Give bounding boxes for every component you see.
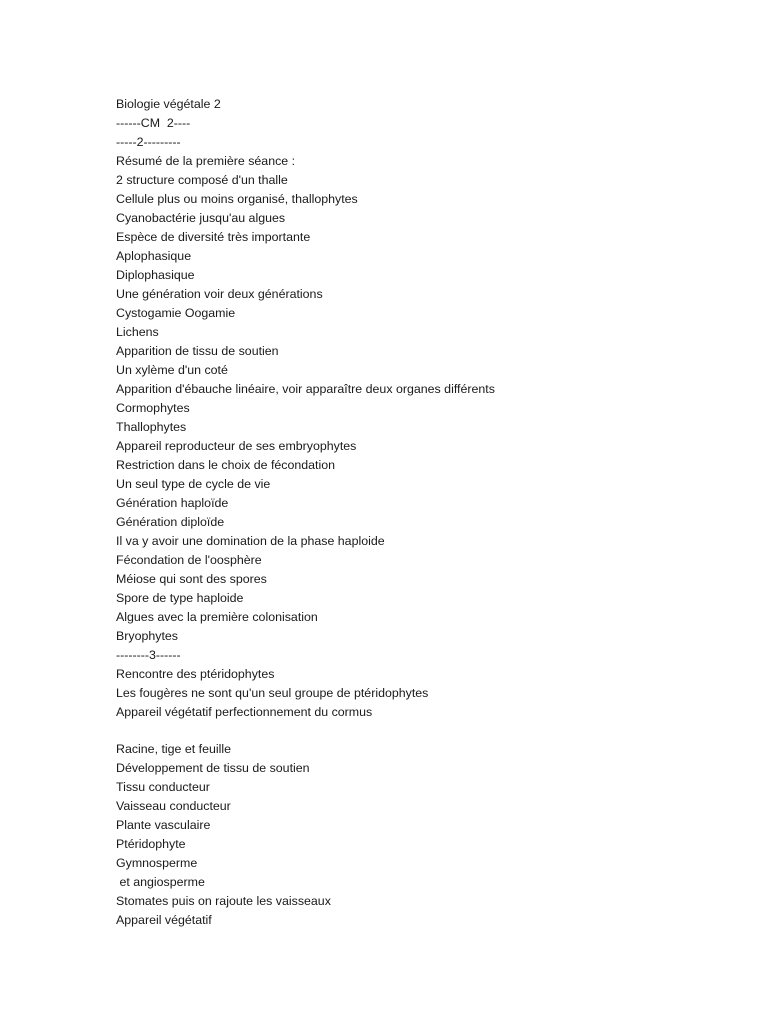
text-line: Cellule plus ou moins organisé, thallophytes	[116, 192, 358, 206]
text-line: Ptéridophyte	[116, 837, 186, 851]
text-line: Rencontre des ptéridophytes	[116, 667, 275, 681]
text-line: Apparition d'ébauche linéaire, voir apparaître deux organes différents	[116, 382, 495, 396]
text-line: Résumé de la première séance :	[116, 154, 296, 168]
text-line: Génération diploïde	[116, 515, 225, 529]
text-line: Espèce de diversité très importante	[116, 230, 311, 244]
text-line: Fécondation de l'oosphère	[116, 553, 262, 567]
text-line: Les fougères ne sont qu'un seul groupe de ptéridophytes	[116, 686, 429, 700]
text-line: Un xylème d'un coté	[116, 363, 228, 377]
text-line: Thallophytes	[116, 420, 187, 434]
text-line: Plante vasculaire	[116, 818, 211, 832]
text-line: Méiose qui sont des spores	[116, 572, 267, 586]
text-line: Stomates puis on rajoute les vaisseaux	[116, 894, 331, 908]
section-marker: -----2---------	[116, 135, 181, 149]
text-line: Gymnosperme	[116, 856, 198, 870]
text-line: Spore de type haploide	[116, 591, 244, 605]
blank-line	[116, 722, 736, 740]
text-line: Cyanobactérie jusqu'au algues	[116, 211, 286, 225]
section-marker: --------3------	[116, 648, 181, 662]
text-line: Algues avec la première colonisation	[116, 610, 318, 624]
text-line: Apparition de tissu de soutien	[116, 344, 279, 358]
text-line: 2 structure composé d'un thalle	[116, 173, 288, 187]
text-line: Génération haploïde	[116, 496, 229, 510]
document-title: Biologie végétale 2	[116, 97, 221, 111]
text-line: Il va y avoir une domination de la phase haploide	[116, 534, 385, 548]
text-line: Restriction dans le choix de fécondation	[116, 458, 336, 472]
text-line: Vaisseau conducteur	[116, 799, 231, 813]
text-line: Cystogamie Oogamie	[116, 306, 236, 320]
text-line: Appareil végétatif	[116, 913, 212, 927]
text-line: Lichens	[116, 325, 159, 339]
document-body	[116, 95, 736, 930]
text-line: Développement de tissu de soutien	[116, 761, 310, 775]
text-line: Bryophytes	[116, 629, 178, 643]
text-line: Une génération voir deux générations	[116, 287, 323, 301]
text-line: et angiosperme	[116, 875, 205, 889]
text-line: Diplophasique	[116, 268, 195, 282]
text-line: Racine, tige et feuille	[116, 742, 232, 756]
section-marker: ------CM 2----	[116, 116, 191, 130]
text-line: Tissu conducteur	[116, 780, 210, 794]
text-line: Cormophytes	[116, 401, 190, 415]
text-line: Appareil végétatif perfectionnement du cormus	[116, 705, 373, 719]
text-line: Un seul type de cycle de vie	[116, 477, 271, 491]
text-line: Aplophasique	[116, 249, 192, 263]
text-line: Appareil reproducteur de ses embryophytes	[116, 439, 357, 453]
